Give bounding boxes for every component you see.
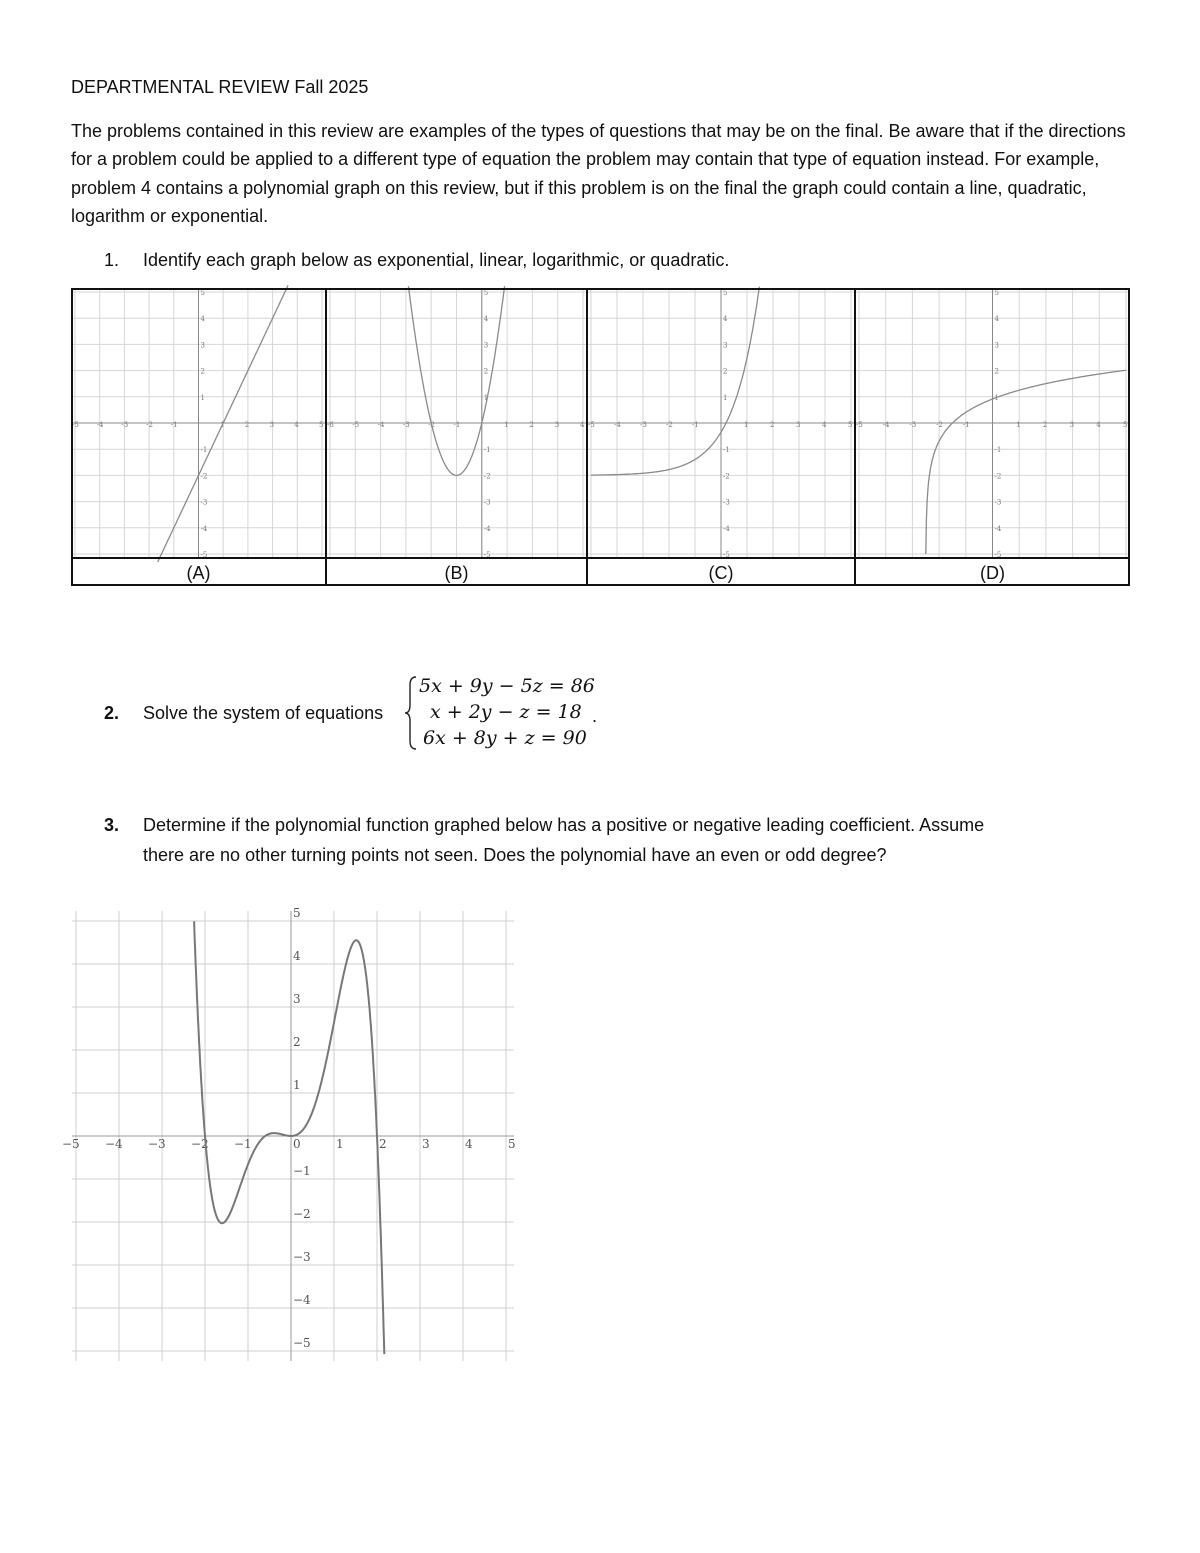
y-tick-label: −3 xyxy=(293,1250,311,1264)
tick-label: -1 xyxy=(483,446,491,455)
y-tick-label: −4 xyxy=(293,1293,311,1307)
tick-label: -2 xyxy=(936,421,943,429)
tick-label: 3 xyxy=(994,341,999,350)
x-tick-label: 2 xyxy=(379,1137,387,1151)
tick-label: -4 xyxy=(614,421,621,429)
tick-label: -3 xyxy=(909,421,917,429)
question-2-number: 2. xyxy=(104,703,120,723)
tick-label: 5 xyxy=(1123,421,1128,429)
y-tick-label: −2 xyxy=(293,1207,311,1221)
x-tick-label: 1 xyxy=(336,1137,344,1151)
tick-label: 2 xyxy=(529,421,534,429)
tick-label: 2 xyxy=(200,367,205,376)
tick-label: -1 xyxy=(723,446,730,455)
tick-label: -5 xyxy=(994,551,1002,559)
x-tick-label: 5 xyxy=(508,1137,516,1151)
x-tick-label: −4 xyxy=(105,1137,123,1151)
tick-label: 1 xyxy=(220,421,225,429)
tick-label: -1 xyxy=(170,421,178,429)
y-tick-label: 3 xyxy=(293,992,301,1006)
tick-label: -2 xyxy=(994,472,1002,481)
tick-label: 2 xyxy=(483,367,489,376)
x-tick-label: 3 xyxy=(422,1137,430,1151)
graph-panel-a xyxy=(71,285,326,562)
tick-label: 5 xyxy=(723,289,728,297)
y-tick-label: 5 xyxy=(293,906,301,920)
graph-label-a: (A) xyxy=(186,563,211,583)
question-3-number: 3. xyxy=(104,815,120,835)
tick-label: 5 xyxy=(848,421,853,429)
tick-label: -1 xyxy=(994,446,1002,455)
tick-label: 3 xyxy=(200,341,205,350)
question-1-text: Identify each graph below as exponential, linear, logarithmic, or quadratic. xyxy=(143,250,730,270)
polynomial-graph xyxy=(62,906,516,1361)
y-tick-label: −1 xyxy=(293,1164,311,1178)
tick-label: 3 xyxy=(554,421,560,429)
equation-2: x + 2y − z = 18 xyxy=(430,701,582,723)
tick-label: -5 xyxy=(723,551,730,559)
tick-label: -5 xyxy=(483,551,491,559)
graph-panel-b xyxy=(326,286,587,559)
tick-label: 4 xyxy=(723,315,728,324)
tick-label: -3 xyxy=(402,421,410,429)
tick-label: 5 xyxy=(319,421,324,429)
tick-label: -2 xyxy=(146,421,153,429)
graph-panel-d xyxy=(855,288,1130,559)
tick-label: 4 xyxy=(1096,421,1101,429)
tick-label: 5 xyxy=(200,289,205,297)
tick-label: 2 xyxy=(1042,421,1048,429)
intro-paragraph: The problems contained in this review are examples of the types of questions that may be on the final. Be aware that if the directions for a problem could be applied to a different type of equation the problem may contain that type of equation instead. For example, problem 4 contains a polynomial graph on this review, but if this problem is on the final the graph could contain a line, quadratic, logarithm or exponential. xyxy=(71,121,1126,227)
equation-1: 5x + 9y − 5z = 86 xyxy=(419,675,595,697)
tick-label: 4 xyxy=(994,315,999,324)
tick-label: 3 xyxy=(483,341,489,350)
question-3-line-2: there are no other turning points not seen. Does the polynomial have an even or odd degree? xyxy=(143,845,887,865)
tick-label: -2 xyxy=(723,472,730,481)
graph-table xyxy=(71,288,1130,586)
tick-label: -4 xyxy=(377,421,385,429)
tick-label: -3 xyxy=(994,498,1002,507)
tick-label: -2 xyxy=(666,421,673,429)
x-tick-label: −2 xyxy=(191,1137,209,1151)
tick-label: 4 xyxy=(200,315,205,324)
graph-label-b: (B) xyxy=(444,563,469,583)
x-tick-label: −3 xyxy=(148,1137,166,1151)
tick-label: -5 xyxy=(856,421,863,429)
tick-label: 2 xyxy=(994,367,999,376)
tick-label: -3 xyxy=(723,498,730,507)
graph-curve xyxy=(926,367,1126,554)
tick-label: -2 xyxy=(428,421,436,429)
tick-label: 5 xyxy=(483,289,489,297)
tick-label: 1 xyxy=(723,393,728,402)
tick-label: -3 xyxy=(483,498,491,507)
tick-label: -4 xyxy=(200,524,208,533)
equation-period: . xyxy=(592,706,598,726)
tick-label: 3 xyxy=(1069,421,1075,429)
tick-label: -1 xyxy=(962,421,970,429)
tick-label: -1 xyxy=(453,421,461,429)
tick-label: 3 xyxy=(723,341,728,350)
tick-label: -3 xyxy=(121,421,129,429)
tick-label: 4 xyxy=(822,421,827,429)
x-tick-label: −1 xyxy=(234,1137,252,1151)
question-2-text: Solve the system of equations xyxy=(143,703,384,723)
y-tick-label: 1 xyxy=(293,1078,301,1092)
y-tick-label: 2 xyxy=(293,1035,301,1049)
tick-label: 3 xyxy=(796,421,801,429)
graph-label-c: (C) xyxy=(708,563,734,583)
x-tick-label: 0 xyxy=(293,1137,301,1151)
tick-label: 4 xyxy=(580,421,585,429)
tick-label: -1 xyxy=(200,446,208,455)
tick-label: 1 xyxy=(1016,421,1021,429)
tick-label: 4 xyxy=(483,315,489,324)
tick-label: 2 xyxy=(723,367,728,376)
left-brace-icon xyxy=(404,675,418,751)
tick-label: -5 xyxy=(200,551,208,559)
tick-label: 1 xyxy=(994,393,999,402)
graph-label-d: (D) xyxy=(980,563,1005,583)
tick-label: -5 xyxy=(588,421,595,429)
tick-label: -2 xyxy=(483,472,491,481)
tick-label: -4 xyxy=(882,421,890,429)
graph-panel-c xyxy=(587,287,855,559)
tick-label: 1 xyxy=(483,393,489,402)
tick-label: -3 xyxy=(640,421,647,429)
y-tick-label: 4 xyxy=(293,949,301,963)
tick-label: 4 xyxy=(294,421,299,429)
equation-3: 6x + 8y + z = 90 xyxy=(423,727,587,749)
tick-label: 2 xyxy=(770,421,775,429)
question-1-number: 1. xyxy=(104,250,120,270)
tick-label: -4 xyxy=(723,524,730,533)
tick-label: 2 xyxy=(244,421,250,429)
tick-label: -6 xyxy=(327,421,334,429)
graph-curve xyxy=(591,287,759,476)
tick-label: -5 xyxy=(72,421,79,429)
tick-label: -1 xyxy=(692,421,699,429)
table-border xyxy=(72,289,1129,585)
x-tick-label: 4 xyxy=(465,1137,473,1151)
y-tick-label: −5 xyxy=(293,1336,311,1350)
tick-label: -4 xyxy=(483,524,491,533)
tick-label: -4 xyxy=(96,421,104,429)
tick-label: 1 xyxy=(200,393,205,402)
document-title: DEPARTMENTAL REVIEW Fall 2025 xyxy=(71,77,369,97)
tick-label: -2 xyxy=(200,472,208,481)
x-tick-label: −5 xyxy=(62,1137,80,1151)
tick-label: -3 xyxy=(200,498,208,507)
question-3-line-1: Determine if the polynomial function graphed below has a positive or negative leading coefficient. Assume xyxy=(143,815,985,835)
tick-label: 5 xyxy=(994,289,999,297)
tick-label: 1 xyxy=(504,421,509,429)
tick-label: -4 xyxy=(994,524,1002,533)
tick-label: -5 xyxy=(352,421,360,429)
polynomial-curve xyxy=(194,921,384,1354)
tick-label: 3 xyxy=(269,421,275,429)
tick-label: 1 xyxy=(744,421,749,429)
